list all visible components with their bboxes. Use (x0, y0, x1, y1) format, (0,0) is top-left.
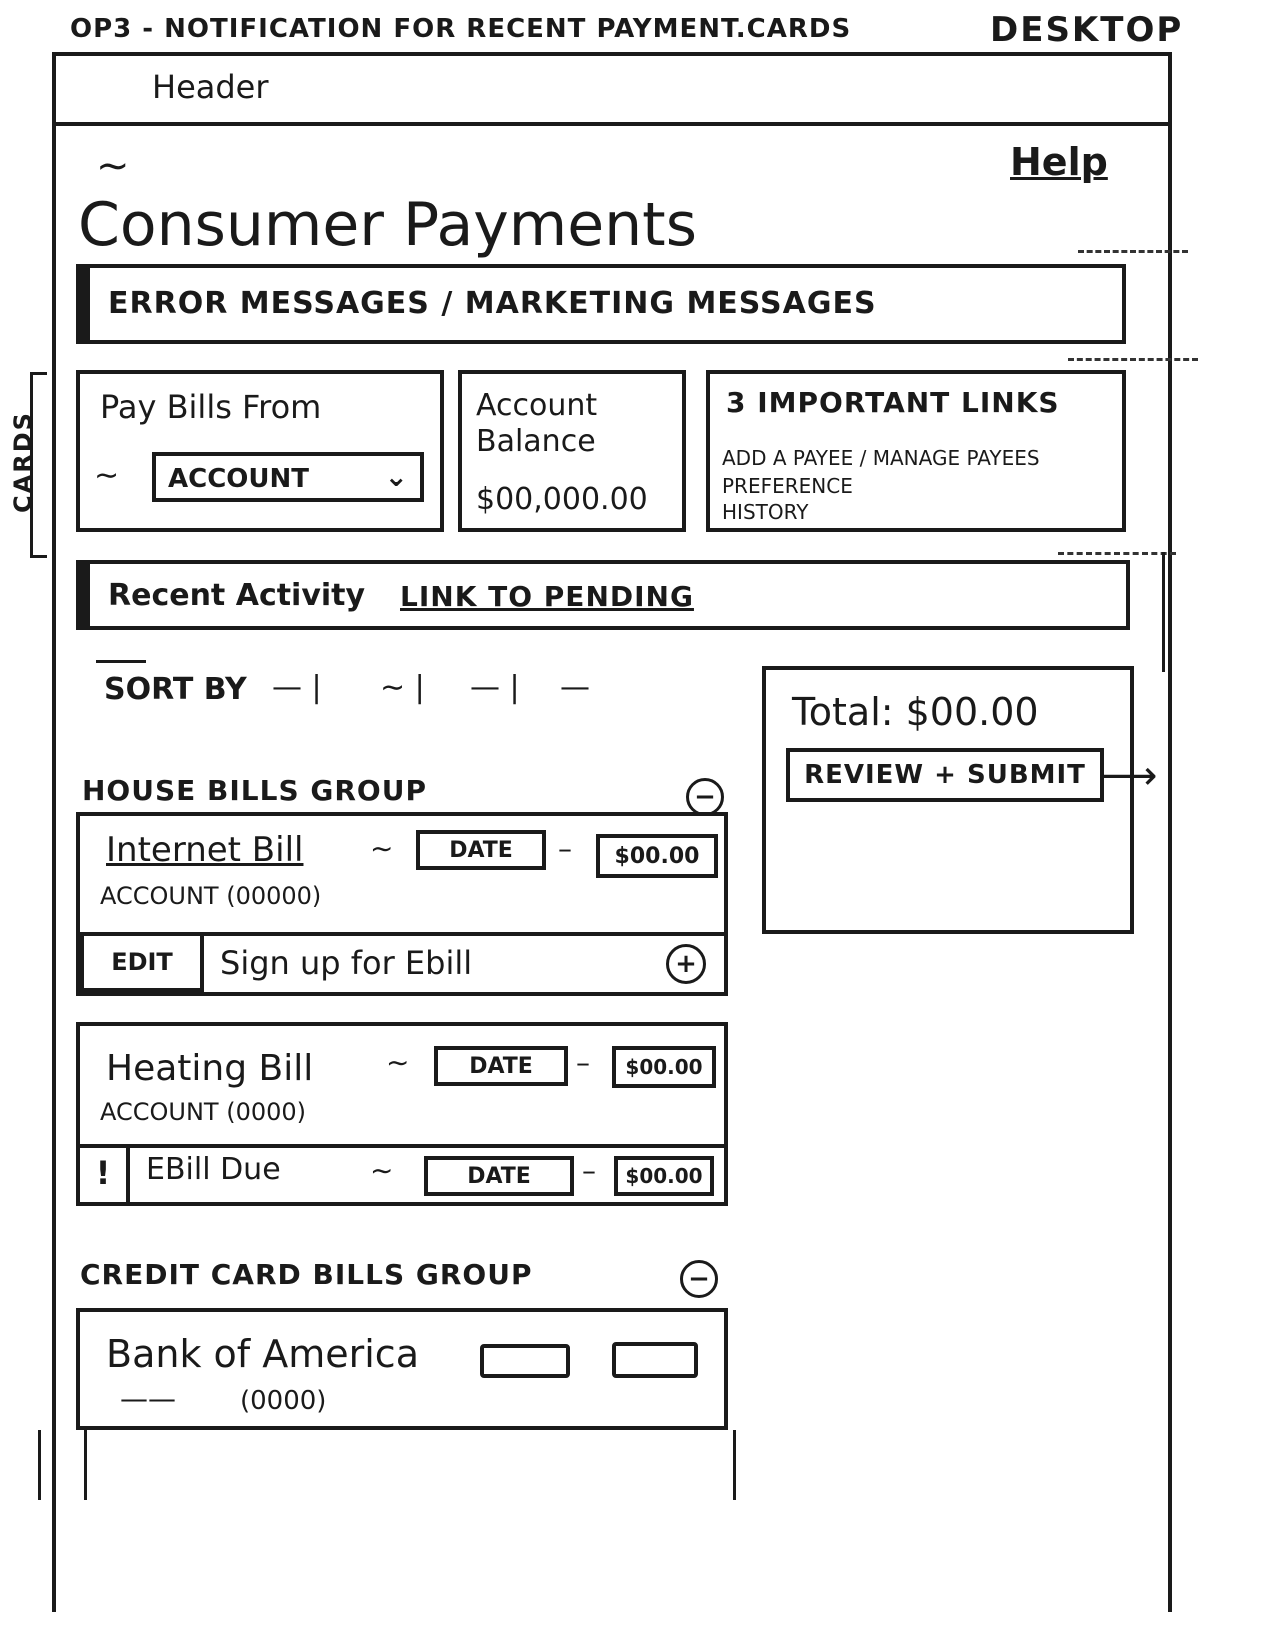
link-history[interactable]: HISTORY (722, 500, 809, 524)
card-continuation (84, 1430, 736, 1500)
bill-card-bank-of-america (76, 1308, 728, 1430)
bill-name[interactable]: Internet Bill (106, 830, 304, 870)
balance-card (458, 370, 686, 532)
links-title: 3 IMPORTANT LINKS (726, 386, 1060, 419)
balance-label: Account Balance (476, 388, 598, 459)
header-label: Header (152, 68, 269, 106)
guide-line (1058, 552, 1176, 555)
right-guide-line (1162, 552, 1165, 672)
messages-text: ERROR MESSAGES / MARKETING MESSAGES (108, 286, 877, 321)
bill-card-internet (76, 812, 728, 996)
bill-card-heating (76, 1022, 728, 1206)
sort-overline (96, 660, 146, 663)
link-preference[interactable]: PREFERENCE (722, 474, 853, 498)
guide-line (1068, 358, 1198, 361)
bill-date-field[interactable] (480, 1344, 570, 1378)
header-bar (52, 52, 1172, 126)
bill-dash: – (582, 1154, 596, 1187)
bill-amount-field[interactable]: $00.00 (612, 1046, 716, 1088)
group-title: CREDIT CARD BILLS GROUP (80, 1258, 533, 1291)
pending-link[interactable]: LINK TO PENDING (400, 580, 694, 613)
ebill-due-label: EBill Due (146, 1152, 281, 1187)
minus-circle-icon[interactable]: − (686, 778, 724, 816)
sort-option-2[interactable]: ∼ | (380, 670, 425, 705)
bill-account: ACCOUNT (00000) (100, 882, 322, 910)
bill-dash: – (558, 832, 572, 865)
balance-value: $00,000.00 (476, 482, 648, 517)
frame-extension-left (38, 1430, 41, 1500)
account-select[interactable] (152, 452, 424, 502)
group-title: HOUSE BILLS GROUP (82, 774, 427, 807)
minus-circle-icon[interactable]: − (680, 1260, 718, 1298)
bill-date-field[interactable]: DATE (416, 830, 546, 870)
summary-total: Total: $00.00 (792, 690, 1039, 734)
bill-name[interactable]: Heating Bill (106, 1048, 314, 1089)
sort-label: SORT BY (104, 672, 247, 707)
recent-activity-label: Recent Activity (108, 578, 366, 613)
exclamation-icon: ! (80, 1144, 130, 1202)
bill-amount-field[interactable]: $00.00 (596, 834, 718, 878)
pay-from-card (76, 370, 444, 532)
messages-banner (76, 264, 1126, 344)
ebill-signup-link[interactable]: Sign up for Ebill (220, 944, 473, 982)
plus-circle-icon[interactable]: + (666, 944, 706, 984)
sort-option-1[interactable]: — | (272, 670, 322, 705)
bill-tilde: —— (120, 1382, 176, 1415)
account-select-value: ACCOUNT (168, 464, 309, 494)
bill-account: ACCOUNT (0000) (100, 1098, 307, 1126)
sort-bar (96, 660, 656, 720)
pay-from-tilde: ∼ (94, 458, 120, 493)
bill-footer (80, 1144, 724, 1148)
bill-dash: – (576, 1046, 590, 1079)
pay-from-label: Pay Bills From (100, 388, 322, 426)
chevron-down-icon: ⌄ (384, 460, 408, 493)
review-submit-button[interactable]: REVIEW + SUBMIT (786, 748, 1104, 802)
edit-button[interactable]: EDIT (80, 932, 204, 992)
ebill-date-field[interactable]: DATE (424, 1156, 574, 1196)
help-link[interactable]: Help (1010, 140, 1108, 184)
ebill-amount-field[interactable]: $00.00 (614, 1156, 714, 1196)
link-add-payee[interactable]: ADD A PAYEE / MANAGE PAYEES (722, 446, 1040, 470)
sort-option-3[interactable]: — | (470, 670, 520, 705)
recent-activity-bar (76, 560, 1130, 630)
cards-label: CARDS (8, 411, 37, 513)
guide-line (1078, 250, 1188, 253)
bill-account: (0000) (240, 1386, 327, 1416)
tilde-icon[interactable]: ∼ (96, 143, 130, 189)
bill-tilde: ∼ (386, 1046, 410, 1079)
bill-tilde: ∼ (370, 832, 394, 865)
summary-panel (762, 666, 1134, 934)
bill-amount-field[interactable] (612, 1342, 698, 1378)
device-label: DESKTOP (990, 10, 1184, 50)
bill-name[interactable]: Bank of America (106, 1332, 419, 1376)
arrow-right-icon: ⟶ (1100, 753, 1158, 799)
links-card (706, 370, 1126, 532)
bill-date-field[interactable]: DATE (434, 1046, 568, 1086)
bill-tilde: ∼ (370, 1154, 394, 1187)
sketch-title: OP3 - NOTIFICATION FOR RECENT PAYMENT.CARDS (70, 14, 852, 44)
sort-option-4[interactable]: — (560, 670, 590, 705)
page-title: Consumer Payments (78, 190, 697, 260)
